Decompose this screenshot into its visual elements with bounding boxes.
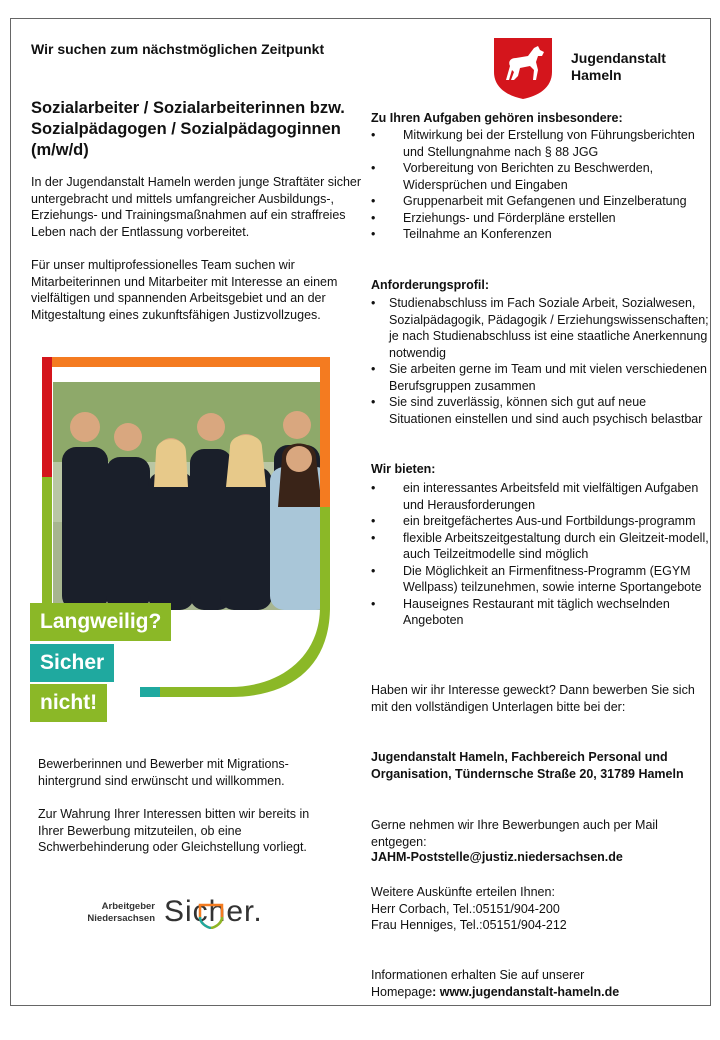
contact-corbach: Herr Corbach, Tel.:05151/904-200: [371, 901, 560, 916]
homepage-link[interactable]: : www.jugendanstalt-hameln.de: [432, 984, 620, 999]
email-link[interactable]: JAHM-Poststelle@justiz.niedersachsen.de: [371, 850, 623, 864]
list-item: • Gruppenarbeit mit Gefangenen und Einzelberatung: [371, 193, 711, 210]
team-photo-block: [30, 357, 330, 727]
arbeitgeber-niedersachsen-logo: [80, 893, 280, 953]
badge-langweilig: Langweilig?: [30, 603, 171, 641]
horse-crest-icon: [492, 36, 554, 100]
tasks-title: Zu Ihren Aufgaben gehören insbesondere:: [371, 111, 623, 125]
list-item: • Studienabschluss im Fach Soziale Arbeit, Sozialwesen, Sozialpädagogik, Pädagogik / Erziehungswissenschaften; je nach Studienabschluss ist eine staatliche Anerkennung notwendig: [371, 295, 711, 361]
badge-nicht: nicht!: [30, 684, 107, 722]
contact-henniges: Frau Henniges, Tel.:05151/904-212: [371, 918, 567, 932]
list-item: • Die Möglichkeit an Firmenfitness-Programm (EGYM Wellpass) teilzunehmen, sowie interne Sportangebote: [371, 563, 711, 596]
profile-list: [371, 295, 711, 427]
migration-paragraph: Bewerberinnen und Bewerber mit Migrations-hintergrund sind erwünscht und willkommen.: [38, 757, 289, 788]
team-paragraph: Für unser multiprofessionelles Team suchen wir Mitarbeiterinnen und Mitarbeiter mit Interesse an einem vielfältigen und spannenden Arbeitsgebiet und an der Mitgestaltung eines zukunftsfähigen Justizvollzuges.: [31, 258, 338, 322]
mail-paragraph: Gerne nehmen wir Ihre Bewerbungen auch per Mail entgegen:: [371, 818, 658, 849]
list-item: • flexible Arbeitszeitgestaltung durch ein Gleitzeit-modell, auch Teilzeitmodelle sind möglich: [371, 530, 711, 563]
arbeitgeber-logo-small-text: Arbeitgeber Niedersachsen: [87, 901, 155, 924]
badge-sicher: Sicher: [30, 644, 114, 682]
list-item: • ein interessantes Arbeitsfeld mit vielfältigen Aufgaben und Herausforderungen: [371, 480, 711, 513]
sicher-shield-icon: [198, 901, 224, 929]
tasks-list: [371, 127, 711, 243]
list-item: • Mitwirkung bei der Erstellung von Führungsberichten und Stellungnahme nach § 88 JGG: [371, 127, 711, 160]
homepage-info: Informationen erhalten Sie auf unserer Homepage: www.jugendanstalt-hameln.de: [371, 968, 620, 999]
offer-title: Wir bieten:: [371, 462, 436, 476]
list-item: • Vorbereitung von Berichten zu Beschwerden, Widersprüchen und Eingaben: [371, 160, 711, 193]
sicher-wordmark: Sicher.: [164, 895, 263, 928]
disability-paragraph: Zur Wahrung Ihrer Interessen bitten wir bereits in Ihrer Bewerbung mitzuteilen, ob eine Schwerbehinderung oder Gleichstellung vorliegt.: [38, 807, 310, 854]
list-item: • Sie sind zuverlässig, können sich gut auf neue Situationen einstellen und sind auch psychisch belastbar: [371, 394, 711, 427]
offer-list: [371, 480, 711, 629]
jugendanstalt-logo: [492, 36, 692, 100]
intro-heading: Wir suchen zum nächstmöglichen Zeitpunkt: [31, 41, 325, 57]
profile-title: Anforderungsprofil:: [371, 278, 490, 292]
contacts-title: Weitere Auskünfte erteilen Ihnen:: [371, 885, 555, 899]
contacts: [371, 884, 701, 934]
address: Jugendanstalt Hameln, Fachbereich Personal und Organisation, Tündernsche Straße 20, 31789 Hameln: [371, 750, 684, 781]
list-item: • ein breitgefächertes Aus-und Fortbildungs-programm: [371, 513, 711, 530]
list-item: • Hauseignes Restaurant mit täglich wechselnden Angeboten: [371, 596, 711, 629]
list-item: • Sie arbeiten gerne im Team und mit vielen verschiedenen Berufsgruppen zusammen: [371, 361, 711, 394]
intro-paragraph: In der Jugendanstalt Hameln werden junge Straftäter sicher untergebracht und mittels umfangreicher Ausbildungs-, Erziehungs- und Trainingsmaßnahmen auf ein straffreies Leben nach der Entlassung vorbereitet.: [31, 175, 362, 239]
list-item: • Teilnahme an Konferenzen: [371, 226, 711, 243]
logo-text: Jugendanstalt Hameln: [571, 50, 666, 83]
list-item: • Erziehungs- und Förderpläne erstellen: [371, 210, 711, 227]
job-title: Sozialarbeiter / Sozialarbeiterinnen bzw. Sozialpädagogen / Sozialpädagoginnen (m/w/d): [31, 99, 345, 159]
apply-paragraph: Haben wir ihr Interesse geweckt? Dann bewerben Sie sich mit den vollständigen Unterlagen bitte bei der:: [371, 683, 695, 714]
